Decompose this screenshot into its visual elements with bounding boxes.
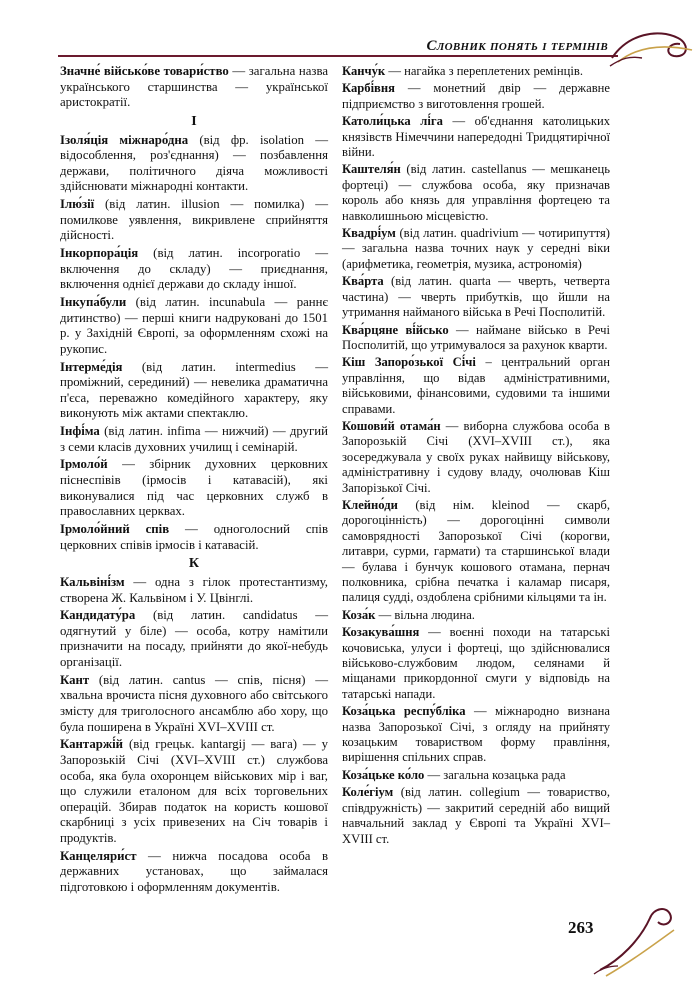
glossary-definition: — об'єднання католицьких князівств Німеччини напередодні Тридцятирічної війни. — [342, 114, 610, 160]
glossary-entry — [342, 355, 610, 417]
glossary-term: Козакува́шня — [342, 625, 420, 640]
glossary-definition: — міжнародно визнана назва Запорозької Січі, з огляду на прийняту козацьким товариством форму правління, вирішення спільних справ. — [342, 704, 610, 765]
glossary-term: Ква́рцяне ві́йсько — [342, 322, 449, 337]
glossary-definition: — загальна козацька рада — [424, 767, 566, 782]
glossary-definition: – центральний орган управління, що відав адміністративними, військовими, фінансовими, судовими та іншими справами. — [342, 355, 610, 416]
glossary-entry — [342, 81, 610, 112]
glossary-term: Інфі́ма — [60, 424, 100, 439]
glossary-term: Кальвіні́зм — [60, 574, 125, 589]
glossary-term: Канцеляри́ст — [60, 848, 137, 863]
glossary-definition: — монетний двір — державне підприємство з виготовлення грошей. — [342, 81, 610, 111]
flourish-ornament-icon — [608, 28, 696, 72]
glossary-definition: (від грецьк. kantargij — вага) — у Запорозькій Січі (XVI–XVIII ст.) службова особа, яка була охоронцем військових мір і ваг, що служили еталоном для всіх торговельних операцій. Збирав податок на користь кошової скарбниці з усіх привезених на Січ товарів і продуктів. — [60, 737, 328, 846]
glossary-term: Квадрі́ум — [342, 226, 396, 241]
glossary-term: Кант — [60, 672, 90, 687]
glossary-term: Коле́гіум — [342, 785, 394, 800]
glossary-entry — [60, 64, 328, 111]
glossary-entry — [60, 522, 328, 553]
page-header — [0, 0, 700, 64]
section-letter: І — [191, 113, 197, 129]
glossary-term: Коза́к — [342, 607, 376, 622]
glossary-definition: — збірник духовних церковних піснеспівів (ірмосів і катавасій), які виконувалися під час церковних служб в православних церквах. — [60, 457, 328, 519]
glossary-entry — [342, 226, 610, 272]
glossary-term: Ірмоло́й — [60, 457, 108, 472]
bottom-flourish-ornament-icon — [590, 900, 680, 980]
glossary-definition: (від латин. candidatus — одягнутий у біле) — особа, котру намітили призначити на посаду, прийняти до якої-небудь організації. — [60, 608, 328, 670]
glossary-term: Ірмоло́йний спів — [60, 521, 170, 536]
glossary-entry — [342, 162, 610, 224]
header-rule — [58, 55, 618, 57]
glossary-definition: (від латин. cantus — спів, пісня) — хвальна врочиста пісня духовного або світського змісту для триголосного ансамблю або хору, що була поширена в Україні XVI–XVIII ст. — [60, 672, 328, 734]
glossary-definition: — воєнні походи на татарські кочовиська, улуси і фортеці, що здійснювалися військово-службовим людом, селянами й міщанами прикордонної смуги у відповідь на татарські напади. — [342, 625, 610, 701]
glossary-entry — [60, 246, 328, 293]
glossary-definition: (від латин. castellanus — мешканець фортеці) — службова особа, яку призначав король або князь для управління фортецею та навколишньою місцевістю. — [342, 162, 610, 223]
glossary-definition: — вільна людина. — [375, 607, 475, 622]
glossary-entry — [342, 64, 610, 79]
glossary-entry — [60, 737, 328, 846]
glossary-term: Інкорпора́ція — [60, 246, 139, 261]
glossary-term: Інкупа́були — [60, 294, 127, 309]
glossary-entry — [60, 575, 328, 606]
glossary-definition: (від латин. collegium — товариство, співдружність) — закритий середній або вищий навчальний заклад у Європі та Україні XVI–XVIII ст. — [342, 785, 610, 846]
glossary-definition: (від латин. quadrivium — чотирипуття) — загальна назва точних наук у середні віки (арифметика, геометрія, музика, астрономія) — [342, 226, 610, 271]
glossary-entry — [60, 424, 328, 455]
glossary-definition: (від латин. quarta — чверть, четверта частина) — чверть прибутків, що йшли на утримання найманого війська в Речі Посполитій. — [342, 274, 610, 320]
glossary-term: Кошови́й отама́н — [342, 418, 441, 433]
glossary-entry — [60, 673, 328, 736]
glossary-term: Ква́рта — [342, 274, 384, 289]
glossary-term: Католи́цька лі́га — [342, 114, 443, 129]
glossary-term: Значне́ військо́ве товари́ство — [60, 64, 229, 78]
glossary-term: Кандидату́ра — [60, 608, 136, 623]
glossary-term: Коза́цька респу́бліка — [342, 704, 466, 719]
glossary-entry — [342, 625, 610, 702]
glossary-definition: (від латин. incunabula — раннє дитинство) — перші книги надруковані до 1501 р. у Західній Європі, за оформленням схожі на рукопис. — [60, 294, 328, 356]
glossary-entry — [60, 133, 328, 196]
glossary-definition: — нижча посадова особа в державних установах, що займалася підготовкою і оформленням документів. — [60, 848, 328, 895]
glossary-definition: — одноголосний спів церковних співів ірмосів і катавасій. — [60, 521, 328, 552]
glossary-definition: — нагайка з переплетених ремінців. — [385, 64, 583, 78]
glossary-term: Кіш Запоро́зької Сі́чі — [342, 355, 476, 370]
glossary-entry — [342, 323, 610, 354]
glossary-term: Ізоля́ція міжнаро́дна — [60, 132, 189, 147]
glossary-definition: (від фр. isolation — відособлення, роз'єднання) — позбавлення держави, політичного діяча можливості здійснювати міжнародні контакти. — [60, 132, 328, 194]
glossary-entry — [60, 295, 328, 358]
glossary-entry — [60, 197, 328, 244]
glossary-definition: — загальна назва українського старшинства — української аристократії. — [60, 64, 328, 110]
glossary-term: Інтерме́дія — [60, 359, 123, 374]
glossary-term: Кантаржі́й — [60, 737, 124, 752]
glossary-term: Коза́цьке ко́ло — [342, 767, 425, 782]
glossary-entry — [60, 457, 328, 520]
glossary-entry — [342, 608, 610, 623]
glossary-entry — [342, 114, 610, 160]
glossary-term: Каштеля́н — [342, 162, 401, 177]
glossary-entry — [342, 768, 610, 783]
page-number: 263 — [568, 918, 594, 937]
glossary-definition: — одна з гілок протестантизму, створена Ж. Кальвіном і У. Цвінглі. — [60, 574, 328, 605]
glossary-entry — [342, 785, 610, 847]
glossary-entry — [342, 274, 610, 320]
glossary-term: Карбі́вня — [342, 81, 395, 96]
glossary-term: Канчу́к — [342, 64, 386, 78]
glossary-entry — [60, 360, 328, 423]
glossary-definition: — наймане військо в Речі Посполитій, що утримувалося за рахунок кварти. — [342, 322, 610, 352]
glossary-definition: (від латин. illusion — помилка) — помилкове уявлення, викривлене сприйняття дійсності. — [60, 197, 328, 243]
glossary-definition: (від латин. intermedius — проміжний, серединий) — невелика драматична п'єса, переважно комедійного характеру, яку виконують між актами спектаклю. — [60, 359, 328, 421]
glossary-definition: (від нім. kleinod — скарб, дорогоцінність) — дорогоцінні символи самоврядності Запорозької Січі (корогви, литаври, сурми, гармати) та старшинської влади — булава і бунчук кошового отамана, пернач полковника, срібна печатка і каламар писаря, палиця судді, оздоблена срібними кільцями та ін. — [342, 497, 610, 605]
glossary-entry — [342, 704, 610, 766]
left-column — [60, 64, 328, 898]
glossary-entry — [342, 498, 610, 606]
glossary-term: Ілю́зії — [60, 197, 95, 212]
glossary-definition: (від латин. incorporatio — включення до складу) — приєднання, включення однієї держави до складу іншої. — [60, 246, 328, 292]
right-column — [342, 64, 610, 849]
glossary-entry — [60, 608, 328, 671]
glossary-entry — [342, 419, 610, 496]
glossary-definition: (від латин. infima — нижчий) — другий з семи класів духовних училищ і семінарій. — [60, 424, 328, 454]
glossary-definition: — виборна службова особа в Запорозькій Січі (XVI–XVIII ст.), яка зосереджувала у своїх руках найвищу військову, адміністративну і судову владу, очолював Кіш Запорізької Січі. — [342, 418, 610, 495]
glossary-entry — [60, 849, 328, 896]
section-letter: К — [188, 556, 200, 572]
glossary-term: Клейно́ди — [342, 497, 398, 512]
header-title: Словник понять і термінів — [426, 38, 608, 54]
